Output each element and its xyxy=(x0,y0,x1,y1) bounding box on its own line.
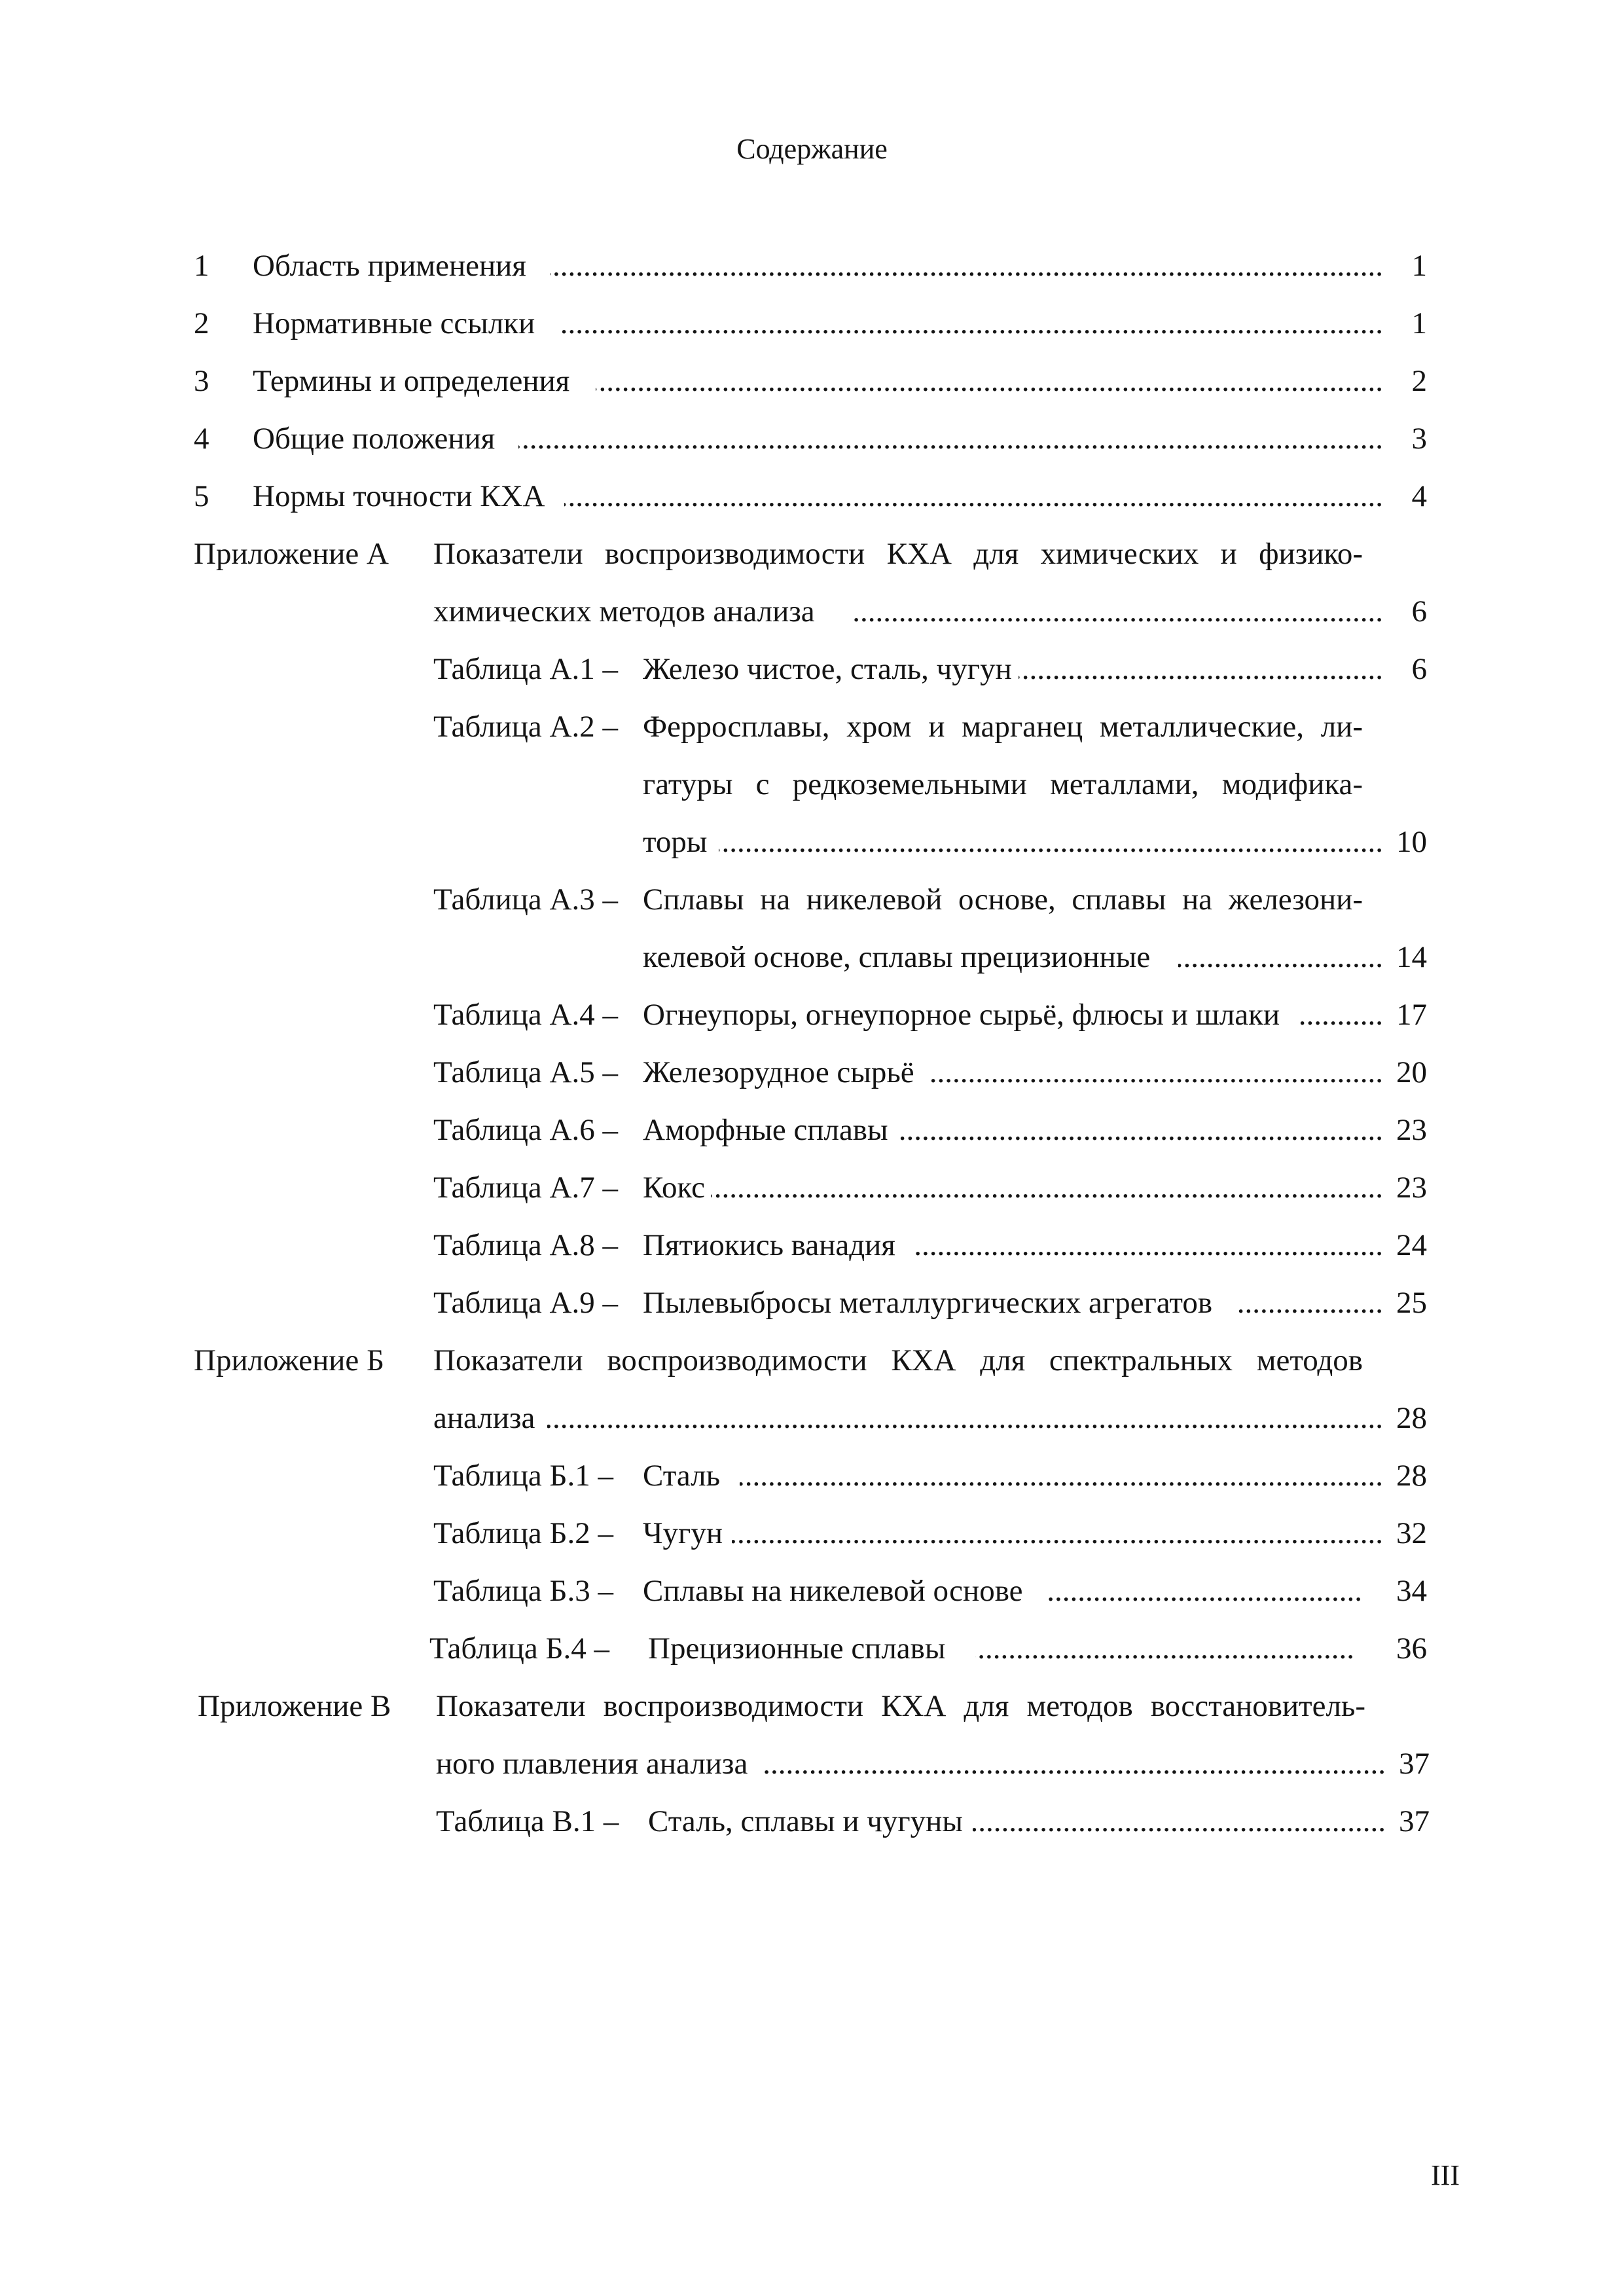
table-entry-cont xyxy=(0,936,1624,978)
table-label: Таблица А.8 – xyxy=(433,1228,618,1262)
appendix-title-line2: ного плавления анализа xyxy=(436,1747,748,1781)
table-label: Таблица А.3 – xyxy=(433,883,618,917)
table-title: Железо чистое, сталь, чугун xyxy=(643,652,1012,686)
appendix-page: 6 xyxy=(1411,594,1427,629)
appendix-label: Приложение А xyxy=(194,537,389,571)
entry-page: 4 xyxy=(1411,479,1427,513)
page-title: Содержание xyxy=(736,133,888,165)
table-title-line1: Сплавы на никелевой основе, сплавы на железони- xyxy=(643,883,1363,917)
table-title: Чугун xyxy=(643,1516,723,1550)
appendix-v-heading-cont xyxy=(0,1743,1624,1785)
leader-dots xyxy=(852,591,1383,632)
table-page: 23 xyxy=(1396,1113,1427,1147)
leader-dots xyxy=(913,1224,1383,1266)
table-page: 37 xyxy=(1399,1804,1430,1838)
table-title: Сплавы на никелевой основе xyxy=(643,1574,1023,1608)
appendix-page: 28 xyxy=(1396,1401,1427,1435)
leader-dots xyxy=(550,245,1383,287)
table-title: Огнеупоры, огнеупорное сырьё, флюсы и шлаки xyxy=(643,998,1280,1032)
leader-dots xyxy=(740,1455,1383,1497)
leader-dots xyxy=(596,360,1383,402)
leader-dots xyxy=(1046,1570,1362,1612)
toc-entry xyxy=(0,418,1624,460)
table-label: Таблица Б.1 – xyxy=(433,1459,614,1493)
entry-title: Нормы точности КХА xyxy=(253,479,545,513)
entry-title: Термины и определения xyxy=(253,364,570,398)
leader-dots xyxy=(719,821,1383,863)
leader-dots xyxy=(975,1628,1354,1669)
entry-title: Область применения xyxy=(253,249,526,283)
table-entry xyxy=(0,1800,1624,1842)
appendix-title-line1: Показатели воспроизводимости КХА для методов восстановитель- xyxy=(436,1689,1365,1723)
table-label: Таблица А.7 – xyxy=(433,1171,618,1205)
appendix-a-heading-cont xyxy=(0,591,1624,632)
leader-dots xyxy=(973,1800,1386,1842)
appendix-a-heading xyxy=(0,533,1624,575)
entry-page: 3 xyxy=(1411,422,1427,456)
table-title: Кокс xyxy=(643,1171,706,1205)
table-title: Прецизионные сплавы xyxy=(648,1631,946,1666)
table-entry xyxy=(0,1570,1624,1612)
leader-dots xyxy=(1299,994,1383,1036)
leader-dots xyxy=(518,418,1383,460)
table-page: 34 xyxy=(1396,1574,1427,1608)
table-entry xyxy=(0,1282,1624,1324)
table-label: Таблица А.2 – xyxy=(433,710,618,744)
table-title: Пылевыбросы металлургических агрегатов xyxy=(643,1286,1213,1320)
table-entry xyxy=(0,879,1624,920)
appendix-title-line2: анализа xyxy=(433,1401,535,1435)
table-title-line2: келевой основе, сплавы прецизионные xyxy=(643,940,1151,974)
toc-entry xyxy=(0,360,1624,402)
leader-dots xyxy=(560,302,1383,344)
table-entry xyxy=(0,994,1624,1036)
table-title-line3: торы xyxy=(643,825,708,859)
appendix-label: Приложение В xyxy=(198,1689,391,1723)
table-title: Аморфные сплавы xyxy=(643,1113,888,1147)
leader-dots xyxy=(762,1743,1386,1785)
entry-number: 5 xyxy=(194,479,209,513)
entry-page: 1 xyxy=(1411,306,1427,340)
table-title: Железорудное сырьё xyxy=(643,1055,914,1089)
table-title: Сталь, сплавы и чугуны xyxy=(648,1804,963,1838)
table-label: Таблица А.4 – xyxy=(433,998,618,1032)
leader-dots xyxy=(1178,936,1383,978)
table-page: 14 xyxy=(1396,940,1427,974)
table-entry xyxy=(0,1628,1624,1669)
table-entry xyxy=(0,1051,1624,1093)
leader-dots xyxy=(732,1512,1383,1554)
appendix-b-heading xyxy=(0,1339,1624,1381)
appendix-v-heading xyxy=(0,1685,1624,1727)
leader-dots xyxy=(711,1167,1383,1209)
table-entry-cont xyxy=(0,821,1624,863)
table-entry xyxy=(0,1512,1624,1554)
table-page: 25 xyxy=(1396,1286,1427,1320)
table-label: Таблица А.5 – xyxy=(433,1055,618,1089)
entry-number: 3 xyxy=(194,364,209,398)
table-page: 6 xyxy=(1411,652,1427,686)
leader-dots xyxy=(928,1051,1383,1093)
entry-number: 4 xyxy=(194,422,209,456)
table-page: 24 xyxy=(1396,1228,1427,1262)
table-label: Таблица А.1 – xyxy=(433,652,618,686)
table-label: Таблица А.9 – xyxy=(433,1286,618,1320)
toc-entry xyxy=(0,302,1624,344)
entry-page: 1 xyxy=(1411,249,1427,283)
table-entry xyxy=(0,648,1624,690)
table-page: 28 xyxy=(1396,1459,1427,1493)
table-title-line2: гатуры с редкоземельными металлами, модифика- xyxy=(643,767,1363,801)
table-label: Таблица Б.4 – xyxy=(429,1631,610,1666)
leader-dots xyxy=(1019,648,1383,690)
entry-number: 1 xyxy=(194,249,209,283)
table-label: Таблица А.6 – xyxy=(433,1113,618,1147)
appendix-page: 37 xyxy=(1399,1747,1430,1781)
appendix-title-line1: Показатели воспроизводимости КХА для химических и физико- xyxy=(433,537,1363,571)
table-entry xyxy=(0,706,1624,748)
appendix-title-line1: Показатели воспроизводимости КХА для спектральных методов xyxy=(433,1343,1363,1377)
entry-title: Нормативные ссылки xyxy=(253,306,535,340)
table-title: Пятиокись ванадия xyxy=(643,1228,895,1262)
leader-dots xyxy=(1236,1282,1383,1324)
table-page: 10 xyxy=(1396,825,1427,859)
table-page: 36 xyxy=(1396,1631,1427,1666)
table-label: Таблица Б.2 – xyxy=(433,1516,614,1550)
appendix-b-heading-cont xyxy=(0,1397,1624,1439)
entry-title: Общие положения xyxy=(253,422,496,456)
appendix-title-line2: химических методов анализа xyxy=(433,594,815,629)
table-entry xyxy=(0,1109,1624,1151)
table-entry xyxy=(0,1224,1624,1266)
table-entry xyxy=(0,1455,1624,1497)
leader-dots xyxy=(547,1397,1383,1439)
table-entry-cont xyxy=(0,763,1624,805)
table-page: 23 xyxy=(1396,1171,1427,1205)
table-page: 32 xyxy=(1396,1516,1427,1550)
entry-page: 2 xyxy=(1411,364,1427,398)
toc-entry xyxy=(0,475,1624,517)
table-entry xyxy=(0,1167,1624,1209)
appendix-label: Приложение Б xyxy=(194,1343,384,1377)
table-title-line1: Ферросплавы, хром и марганец металлические, ли- xyxy=(643,710,1363,744)
table-label: Таблица Б.3 – xyxy=(433,1574,614,1608)
table-label: Таблица В.1 – xyxy=(436,1804,619,1838)
table-page: 20 xyxy=(1396,1055,1427,1089)
table-page: 17 xyxy=(1396,998,1427,1032)
leader-dots xyxy=(564,475,1383,517)
page-number: III xyxy=(1431,2159,1460,2191)
table-title: Сталь xyxy=(643,1459,721,1493)
entry-number: 2 xyxy=(194,306,209,340)
toc-entry xyxy=(0,245,1624,287)
leader-dots xyxy=(897,1109,1383,1151)
